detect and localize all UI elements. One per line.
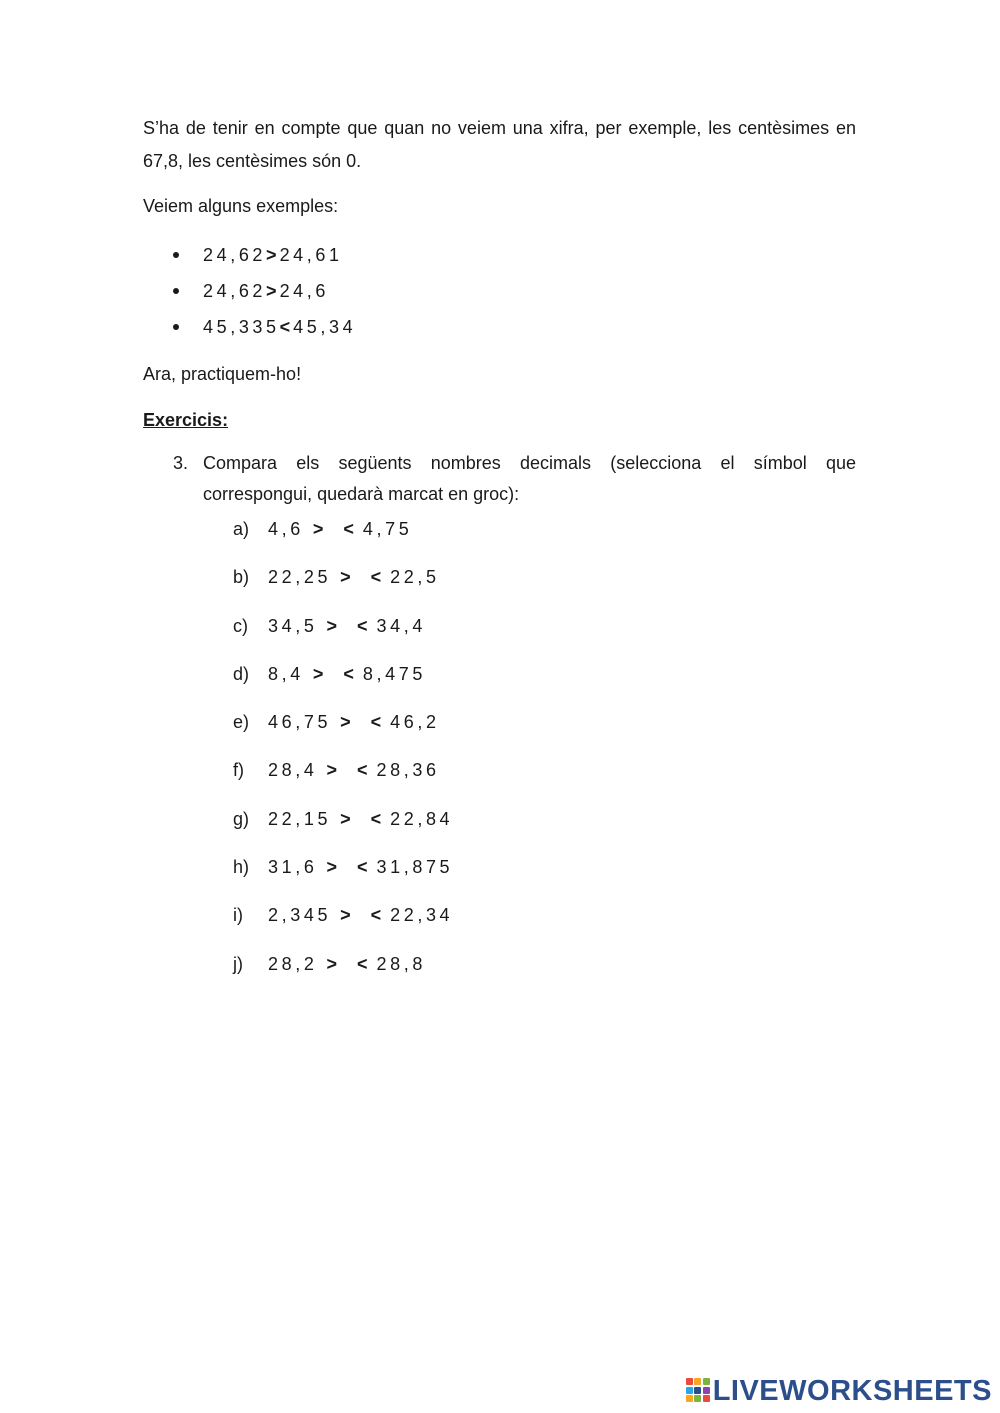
item-label: h) xyxy=(233,857,250,878)
question-text: Compara els següents nombres decimals (selecciona el símbol que correspongui, quedarà marcat en groc): xyxy=(203,453,856,504)
item-left-number: 22,25 xyxy=(268,567,332,588)
item-left-number: 28,2 xyxy=(268,953,318,974)
exercise-item-d xyxy=(233,657,453,705)
item-label: f) xyxy=(233,760,244,781)
less-than-option[interactable]: < xyxy=(370,808,382,829)
question-number: 3. xyxy=(173,453,189,473)
example-right: 45,34 xyxy=(293,317,357,337)
exercise-item-a xyxy=(233,512,453,560)
greater-than-option[interactable]: > xyxy=(326,760,337,781)
example-left: 24,62 xyxy=(203,281,267,301)
greater-than-option[interactable]: > xyxy=(340,808,351,829)
greater-than-option[interactable]: > xyxy=(312,663,324,684)
bullet-icon xyxy=(173,288,179,294)
item-right-number: 31,875 xyxy=(376,857,454,878)
exercise-item-h xyxy=(233,850,453,898)
item-right-number: 28,8 xyxy=(376,953,426,974)
item-left-number: 34,5 xyxy=(268,615,318,636)
less-than-option[interactable]: < xyxy=(356,615,368,636)
greater-than-option[interactable]: > xyxy=(326,857,337,878)
practice-paragraph: Ara, practiquem-ho! xyxy=(143,364,302,384)
less-than-option[interactable]: < xyxy=(343,519,354,539)
less-than-option[interactable]: < xyxy=(343,663,354,684)
example-left: 24,62 xyxy=(203,245,267,265)
greater-than-option[interactable]: > xyxy=(340,905,351,926)
exercise-item-e xyxy=(233,705,453,753)
exercise-item-b xyxy=(233,560,453,608)
item-right-number: 22,34 xyxy=(390,905,454,926)
less-than-option[interactable]: < xyxy=(356,953,368,974)
item-right-number: 22,5 xyxy=(390,567,440,588)
item-label: c) xyxy=(233,615,248,636)
item-left-number: 4,6 xyxy=(268,519,304,539)
item-label: a) xyxy=(233,519,250,539)
exercise-item-i xyxy=(233,898,453,946)
exercise-item-c xyxy=(233,609,453,657)
greater-than-option[interactable]: > xyxy=(312,519,324,539)
item-right-number: 8,475 xyxy=(362,663,426,684)
example-symbol: > xyxy=(266,245,280,265)
example-left: 45,335 xyxy=(203,317,280,337)
liveworksheets-logo xyxy=(686,1375,992,1407)
item-left-number: 8,4 xyxy=(268,663,304,684)
bullet-icon xyxy=(173,324,179,330)
item-right-number: 4,75 xyxy=(362,519,413,539)
item-label: b) xyxy=(233,567,250,588)
item-right-number: 34,4 xyxy=(376,615,426,636)
example-symbol: > xyxy=(266,281,280,301)
exercise-items xyxy=(233,512,453,995)
greater-than-option[interactable]: > xyxy=(340,712,351,733)
bullet-icon xyxy=(173,252,179,258)
exercise-item-g xyxy=(233,802,453,850)
less-than-option[interactable]: < xyxy=(356,760,368,781)
less-than-option[interactable]: < xyxy=(370,712,382,733)
example-symbol: < xyxy=(279,317,294,337)
liveworksheets-logo-icon xyxy=(686,1378,710,1404)
example-right: 24,6 xyxy=(279,281,329,301)
greater-than-option[interactable]: > xyxy=(340,567,351,588)
less-than-option[interactable]: < xyxy=(370,905,382,926)
item-label: g) xyxy=(233,808,250,829)
exercise-item-j xyxy=(233,947,453,995)
item-right-number: 22,84 xyxy=(390,808,454,829)
logo-text: LIVEWORKSHEETS xyxy=(712,1374,992,1407)
examples-intro: Veiem alguns exemples: xyxy=(143,196,339,216)
item-label: j) xyxy=(233,953,243,974)
item-left-number: 46,75 xyxy=(268,712,332,733)
exercises-heading: Exercicis: xyxy=(143,410,229,430)
less-than-option[interactable]: < xyxy=(370,567,382,588)
less-than-option[interactable]: < xyxy=(356,857,368,878)
item-left-number: 28,4 xyxy=(268,760,318,781)
intro-paragraph: S’ha de tenir en compte que quan no veiem una xifra, per exemple, les centèsimes en 67,8, les centèsimes són 0. xyxy=(143,118,856,171)
item-left-number: 31,6 xyxy=(268,857,318,878)
item-right-number: 28,36 xyxy=(376,760,440,781)
item-label: e) xyxy=(233,712,250,733)
exercise-item-f xyxy=(233,753,453,801)
greater-than-option[interactable]: > xyxy=(326,953,337,974)
item-label: i) xyxy=(233,905,243,926)
item-label: d) xyxy=(233,663,250,684)
item-left-number: 22,15 xyxy=(268,808,332,829)
example-right: 24,61 xyxy=(279,245,343,265)
greater-than-option[interactable]: > xyxy=(326,615,337,636)
item-right-number: 46,2 xyxy=(390,712,440,733)
item-left-number: 2,345 xyxy=(268,905,332,926)
